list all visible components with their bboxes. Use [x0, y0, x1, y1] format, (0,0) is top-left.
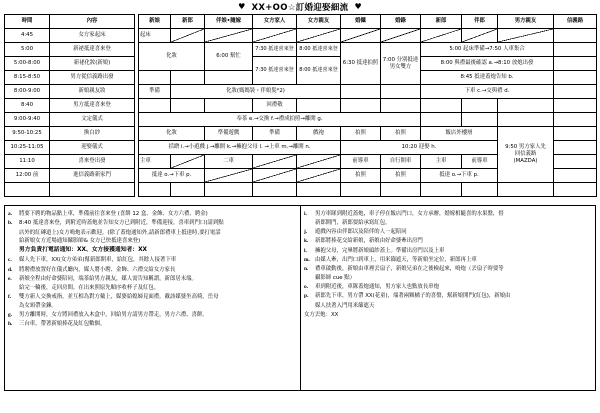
header-bridesmaid: 伴娘•隨嫁	[205, 15, 253, 29]
cell-prepare-game: 準備遊戲	[205, 127, 253, 141]
header-content: 內容	[50, 15, 135, 29]
notes-column-right	[300, 206, 595, 390]
note-item	[304, 256, 592, 265]
cell-empty	[205, 99, 253, 113]
cell-gap	[135, 57, 139, 71]
cell-empty	[341, 85, 381, 99]
cell-empty	[297, 99, 341, 113]
note-body: 由媒人牽，出門口到車上，用米篩遮天，等新娘坐定位，新郎再上車	[315, 256, 477, 263]
note-key: p.	[304, 293, 309, 300]
cell-prep: 準備	[139, 85, 171, 99]
note-item	[304, 265, 592, 274]
note-body: 將要下聘的物品點上車，準備前往喜來登 (喜餅 12 盒、金飾、女方六禮、聘金)	[19, 211, 208, 217]
note-body: 禮車啟動後，新娘由車裡丟扇子，新娘兄弟在之後檢起來，鳴炮（丟扇子時要等	[315, 266, 504, 272]
note-continuation: 新郎開門，新郎要給承寫紅包。	[315, 220, 391, 227]
note-item	[8, 266, 297, 275]
cell-empty	[50, 183, 135, 197]
cell-empty	[171, 183, 205, 197]
cell-empty	[498, 99, 554, 113]
cell-content: 換白紗	[50, 127, 135, 141]
cell-content: 進信義路新家門	[50, 169, 135, 183]
note-body: 遊戲內容由伴郎以及陪伴的人一起陪同	[315, 229, 407, 235]
cell-diag	[205, 29, 253, 43]
cell-diag	[297, 169, 341, 183]
cell-time: 5:00-8:00	[5, 57, 50, 71]
notes-column-left	[5, 206, 300, 390]
note-key: e.	[8, 275, 12, 282]
cell-hotel-floor: 飯店外樓層	[421, 127, 498, 141]
cell-main-car: 主車	[139, 155, 171, 169]
cell-mazda-note	[498, 127, 554, 183]
note-key: g.	[8, 311, 13, 318]
mazda-line-2: 回信義路	[514, 151, 537, 158]
cell-diag	[253, 169, 297, 183]
note-body: 新郎先下車，男方帶 XX(花童)，端著兩顆橘子的喜盤，幫新娘開門(紅包)，新娘由	[315, 293, 511, 300]
cell-diag	[341, 29, 381, 43]
note-key: d.	[8, 266, 13, 273]
cell-diag	[297, 29, 341, 43]
header-bride-family: 女方家人	[253, 15, 297, 29]
note-body: 媒人先下車，XX(女方弟弟)幫新郎開車，給紅包，其餘人接著下車	[19, 257, 177, 264]
note-item	[8, 275, 297, 284]
table-row	[5, 99, 597, 113]
note-plain-female-firecracker: 女方丟炮：XX	[304, 312, 339, 319]
notes-section	[4, 205, 596, 391]
cell-empty	[171, 71, 205, 85]
cell-groom-prep-1: 5:00 起床準備→7:50 人車集合	[421, 43, 554, 57]
cell-photo-3: 拍照	[341, 169, 381, 183]
table-row	[5, 113, 597, 127]
cell-empty	[554, 113, 597, 127]
cell-empty	[421, 113, 462, 127]
cell-groom-getoff: 下車 c.→交與禮 d.	[421, 85, 554, 99]
cell-empty	[5, 183, 50, 197]
header-groom-left: 新郎	[171, 15, 205, 29]
cell-empty	[139, 183, 171, 197]
cell-empty	[554, 169, 597, 183]
cell-second-car: 二車	[205, 155, 253, 169]
cell-welcome-span: 括綹 i.→小遊戲 j.→離開 k.→擁抱父母 l. →上車 m.→離開 n.	[139, 141, 341, 155]
cell-empty	[498, 183, 554, 197]
table-row	[5, 43, 597, 57]
cell-time: 5:00	[5, 43, 50, 57]
cell-prepare: 準備	[253, 127, 297, 141]
header-groom: 新郎	[421, 15, 462, 29]
cell-ceremony-span: 奉茶 e.→交換 f.→禮成拍照→離開 g.	[139, 113, 421, 127]
note-key: h.	[8, 321, 13, 328]
note-continuation: 店外的紅磚道上)女方鳴炮表示歡迎。(除了蓋炮通知外,請新郎禮車上抵達時,要打電話	[19, 229, 221, 236]
header-groom-relatives: 男方親友	[498, 15, 554, 29]
cell-content: 喜來登出發	[50, 155, 135, 169]
cell-content: 新祕化妝(新娘)	[50, 57, 135, 71]
note-item	[304, 228, 592, 237]
note-key: l.	[304, 247, 307, 254]
cell-empty	[205, 183, 253, 197]
note-body: 擁抱父母，完畢將新娘頭紗蓋上。準備出房門以及上車	[315, 247, 445, 254]
cell-diag	[297, 155, 341, 169]
note-body: 新郎將捧花交給新娘，新娘由好命婆牽出房門	[315, 238, 423, 245]
cell-lead-car: 前導車	[341, 155, 381, 169]
cell-time: 4:45	[5, 29, 50, 43]
note-key: f.	[8, 293, 12, 300]
table-row	[5, 183, 597, 197]
table-row	[5, 127, 597, 141]
cell-empty	[554, 85, 597, 99]
page-title	[0, 0, 600, 14]
header-groomsman: 伴郎	[462, 15, 498, 29]
note-key: j.	[304, 229, 308, 235]
table-row	[5, 29, 597, 43]
note-item	[304, 210, 592, 219]
cell-main-car-2: 主車	[421, 155, 462, 169]
heart-right-icon: ♥	[354, 2, 362, 11]
cell-content: 男方從信義路出發	[50, 71, 135, 85]
cell-bride-wake: 起床	[139, 29, 171, 43]
cell-photo-2: 拍照	[381, 127, 421, 141]
cell-diag	[171, 155, 205, 169]
cell-makeup-white: 化妝	[139, 127, 205, 141]
note-item	[8, 210, 297, 219]
cell-diag	[253, 29, 297, 43]
note-item	[8, 256, 297, 265]
cell-welcome-time: 10:20 迎娶 h.	[341, 141, 498, 155]
note-continuation: 給完一輪後，走回房間。在出來照原先順序收杯子及紅包。	[19, 285, 160, 292]
cell-content: 新祕抵達喜來登	[50, 43, 135, 57]
cell-empty	[253, 183, 297, 197]
cell-family-arrive: 7:30 抵達喜來登	[253, 43, 297, 57]
note-body: 將聘禮放置好在儀式廳內，媒人將小聘、金飾、六禮交給女方家長	[19, 266, 176, 273]
header-bride: 新娘	[139, 15, 171, 29]
note-continuation: 攝影師 cue 點）	[315, 275, 356, 282]
cell-diag	[205, 169, 253, 183]
note-item	[304, 247, 592, 256]
cell-time: 8:15-8:50	[5, 71, 50, 85]
cell-self-drive: 自行開車	[381, 155, 421, 169]
note-item	[304, 292, 592, 301]
title-text: XX+OO☆訂婚迎娶細流	[251, 3, 349, 13]
cell-empty	[297, 183, 341, 197]
cell-empty	[554, 155, 597, 169]
cell-empty	[205, 71, 253, 85]
note-item	[304, 237, 592, 246]
cell-empty	[554, 141, 597, 155]
header-xinyi-road: 信義路	[554, 15, 597, 29]
cell-robe: 戲袍	[297, 127, 341, 141]
table-row	[5, 57, 597, 71]
cell-empty	[498, 113, 554, 127]
cell-empty	[554, 29, 597, 43]
cell-makeup: 化妝	[139, 43, 205, 71]
note-body: 三台車，帶著新娘捧花及紅包數個。	[19, 321, 106, 328]
cell-empty	[381, 183, 421, 197]
cell-empty	[554, 127, 597, 141]
cell-time: 8:40	[5, 99, 50, 113]
cell-empty	[421, 183, 462, 197]
note-heading-contact: 男方負責打電話通知：XX、女方接獲通知者：XX	[19, 247, 148, 253]
note-item	[8, 311, 297, 320]
cell-photo-arrive: 6:30 抵達拍照	[341, 43, 381, 85]
cell-makeup-detail: 化妝(媽媽裝・伴娘髮*2)	[171, 85, 341, 99]
cell-groom-prep-2: 8:00 與禮最後確認 a.→8:10 放炮出發	[421, 57, 554, 71]
note-body: 男方車隊到附近蓋炮，車子停在飯店門口，女方承辦，婚嫁相隨喜的水果盤，督	[315, 211, 504, 217]
cell-empty	[421, 99, 462, 113]
cell-empty	[462, 183, 498, 197]
note-item	[304, 283, 592, 292]
cell-return-gift: 回禮敬	[253, 99, 297, 113]
table-header-row	[5, 15, 597, 29]
cell-empty	[381, 85, 421, 99]
table-row	[5, 85, 597, 99]
cell-time: 9:50-10:25	[5, 127, 50, 141]
cell-empty	[554, 99, 597, 113]
cell-diag	[381, 29, 421, 43]
note-continuation: 給新娘女方近場通知攝影師& 女方已快抵達喜來登)	[19, 238, 141, 245]
mazda-line-1: 9:50 男方家人先	[505, 144, 546, 151]
cell-content: 文定儀式	[50, 113, 135, 127]
note-body: 車到附近後，車隊蓋炮通知，男方家人也點放長串炮	[315, 284, 439, 290]
cell-time: 11:10	[5, 155, 50, 169]
cell-empty	[341, 99, 381, 113]
cell-time: 12:00 前	[5, 169, 50, 183]
cell-empty	[341, 183, 381, 197]
note-key: k.	[304, 238, 309, 245]
note-body: 雙方新人交換戒指，並互相為對方戴上，媒婆給媳婦見面禮，戴該媒婆坐高椅，岳母	[19, 293, 219, 300]
cell-photo: 拍照	[341, 127, 381, 141]
cell-relatives-arrive: 8:00 抵達喜來登	[297, 43, 341, 57]
cell-content: 男方抵達喜來登	[50, 99, 135, 113]
cell-diag	[171, 29, 205, 43]
cell-helper: 6:00 幫忙	[205, 43, 253, 71]
cell-video-arrive: 7:00 分別抵達男女雙方	[381, 43, 421, 85]
heart-left-icon: ♥	[238, 2, 246, 11]
header-photographer: 婚攝	[341, 15, 381, 29]
mazda-line-3: (MAZDA)	[513, 157, 538, 164]
note-key: n.	[304, 266, 309, 272]
note-key: m.	[304, 256, 310, 263]
cell-empty	[139, 99, 171, 113]
note-item	[8, 320, 297, 329]
cell-empty	[554, 71, 597, 85]
note-key: c.	[8, 257, 12, 264]
note-continuation: 媒人扶著入門用米篩遮天	[315, 302, 375, 309]
schedule-table	[4, 14, 597, 197]
cell-empty	[554, 57, 597, 71]
header-videographer: 婚錄	[381, 15, 421, 29]
cell-time: 10:25-11:05	[5, 141, 50, 155]
cell-empty	[139, 71, 171, 85]
cell-family-arrive-2: 7:30 抵達喜來登	[253, 57, 297, 85]
cell-lead-car-2: 前導車	[462, 155, 498, 169]
note-key: i.	[304, 211, 307, 217]
cell-arrive-getoff: 抵達 o.→下車 p.	[139, 169, 205, 183]
note-body: 男方離開時，女方將回禮放入木盒中，回給男方請男方帶走，男方六禮、喜餅。	[19, 311, 208, 318]
cell-empty	[462, 113, 498, 127]
cell-diag	[253, 155, 297, 169]
cell-time: 8:00-9:00	[5, 85, 50, 99]
header-time: 時間	[5, 15, 50, 29]
cell-photo-4: 拍照	[381, 169, 421, 183]
cell-empty	[554, 43, 597, 57]
cell-arrive-getoff-2: 抵達 o.→下車 p.	[421, 169, 498, 183]
cell-empty	[462, 99, 498, 113]
cell-diag	[498, 29, 554, 43]
cell-content: 迎娶儀式	[50, 141, 135, 155]
cell-empty	[554, 183, 597, 197]
cell-content: 女方家起床	[50, 29, 135, 43]
note-body: 8:40 抵達喜來登，到附近時蓋炮並告知女方已到附近，準備迎接，喜車到門口(請到點	[19, 220, 224, 227]
note-body: 新娘全程由好命婆陪同，端茶給男方親友，媒人需告知稱謂，新郎居末端。	[19, 275, 197, 282]
note-item	[8, 219, 297, 228]
cell-diag	[462, 29, 498, 43]
note-key: b.	[8, 220, 13, 227]
cell-empty	[381, 99, 421, 113]
note-continuation: 為女頸帶金鍊。	[19, 303, 57, 310]
cell-content: 新娘親友妝	[50, 85, 135, 99]
schedule-table-wrap	[0, 14, 600, 197]
header-bride-relatives: 女方親友	[297, 15, 341, 29]
note-item	[8, 293, 297, 302]
note-key: o.	[304, 284, 309, 290]
cell-empty	[171, 99, 205, 113]
cell-relatives-arrive-2: 8:00 抵達喜來登	[297, 57, 341, 85]
cell-groom-notify: 8:45 抵達蓋炮告知 b.	[421, 71, 554, 85]
cell-time: 9:00-9:40	[5, 113, 50, 127]
note-key: a.	[8, 211, 13, 217]
cell-diag	[421, 29, 462, 43]
